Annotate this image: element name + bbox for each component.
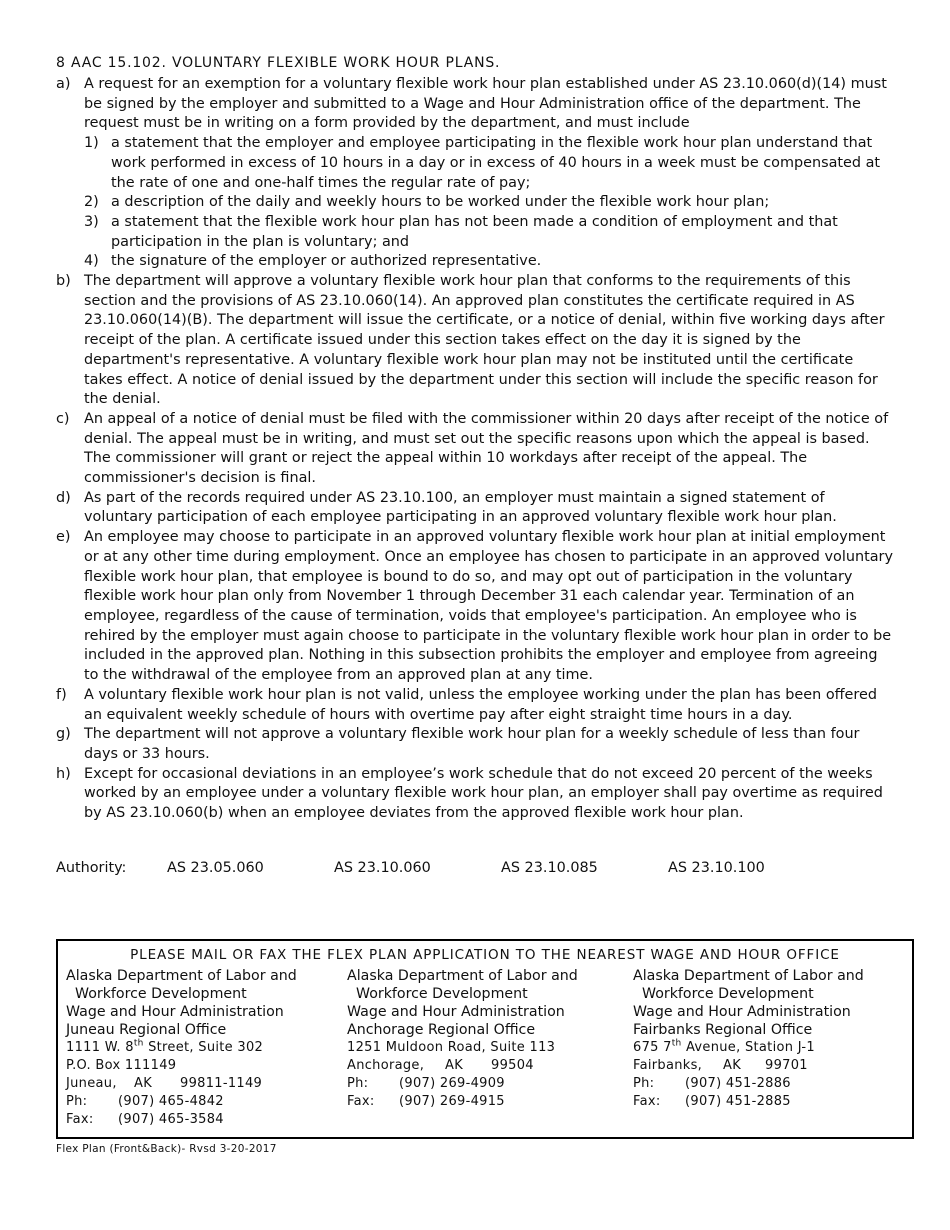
- office-anchorage: [347, 967, 633, 1129]
- section-label: f): [56, 686, 67, 703]
- section-label: b): [56, 273, 71, 290]
- office-fax: Fax: (907) 269-4915: [347, 1094, 505, 1109]
- office-org-cont: Workforce Development: [642, 986, 814, 1002]
- form-revision-footer: Flex Plan (Front&Back)- Rvsd 3-20-2017: [56, 1143, 277, 1155]
- office-org-cont: Workforce Development: [356, 986, 528, 1002]
- subitem-text: a statement that the employer and employee participating in the flexible work hour plan understand that work performed in excess of 10 hours in a day or in excess of 40 hours in a week must be compensated at the rate of one and one-half times the regular rate of pay;: [111, 135, 881, 191]
- section-label: g): [56, 726, 71, 743]
- office-street: 1111 W. 8th Street, Suite 302: [66, 1038, 264, 1055]
- authority-line: [56, 860, 835, 876]
- subitem-text: the signature of the employer or authorized representative.: [111, 253, 542, 270]
- regulation-text: [56, 54, 896, 824]
- office-phone: Ph: (907) 269-4909: [347, 1076, 505, 1091]
- section-text: A request for an exemption for a voluntary flexible work hour plan established under AS 23.10.060(d)(14) must be signed by the employer and submitted to a Wage and Hour Administration office of the department. The request must be in writing on a form provided by the department, and must include: [84, 76, 887, 132]
- office-city-line: Juneau, AK 99811-1149: [66, 1076, 263, 1091]
- office-po-box: P.O. Box 111149: [66, 1058, 177, 1073]
- office-phone: Ph: (907) 451-2886: [633, 1076, 791, 1091]
- section-label: a): [56, 76, 71, 92]
- office-city-line: Fairbanks, AK 99701: [633, 1058, 808, 1073]
- section-g: [56, 725, 896, 764]
- office-name: Anchorage Regional Office: [347, 1022, 536, 1038]
- section-c: [56, 410, 896, 489]
- subitem-3: [84, 213, 896, 252]
- authority-citation: AS 23.10.060: [334, 860, 431, 876]
- subitem-text: a description of the daily and weekly hours to be worked under the flexible work hour plan;: [111, 194, 770, 211]
- regulation-heading: 8 AAC 15.102. VOLUNTARY FLEXIBLE WORK HOUR PLANS.: [56, 55, 501, 71]
- subitem-2: [84, 193, 896, 213]
- office-org: Alaska Department of Labor and: [633, 968, 864, 984]
- office-juneau: [66, 967, 347, 1129]
- section-e: [56, 528, 896, 686]
- subitem-4: [84, 252, 896, 272]
- office-list: [58, 967, 912, 1129]
- office-city-line: Anchorage, AK 99504: [347, 1058, 534, 1073]
- subitem-label: 4): [84, 253, 99, 270]
- subitem-label: 1): [84, 135, 99, 152]
- section-text: An employee may choose to participate in an approved voluntary flexible work hour plan at initial employment or at any other time during employment. Once an employee has chosen to participate in an approved voluntary flexible work hour plan, that employee is bound to do so, and may opt out of participation in the voluntary flexible work hour plan only from November 1 through December 31 each calendar year. Termination of an employee, regardless of the cause of termination, voids that employee's participation. An employee who is rehired by the employer must again choose to participate in the voluntary flexible work hour plan in order to be included in the approved plan. Nothing in this subsection prohibits the employer and employee from agreeing to the withdrawal of the employee from an approved plan at any time.: [84, 529, 893, 684]
- section-h: [56, 765, 896, 824]
- office-fax: Fax: (907) 451-2885: [633, 1094, 791, 1109]
- office-name: Fairbanks Regional Office: [633, 1022, 813, 1038]
- authority-citation: AS 23.10.085: [501, 860, 598, 876]
- section-text: The department will not approve a voluntary flexible work hour plan for a weekly schedule of less than four days or 33 hours.: [84, 726, 860, 762]
- section-f: [56, 686, 896, 725]
- office-org: Alaska Department of Labor and: [347, 968, 578, 984]
- office-phone: Ph: (907) 465-4842: [66, 1094, 224, 1109]
- subitem-1: [84, 134, 896, 193]
- authority-citation: AS 23.10.100: [668, 860, 765, 876]
- office-org: Alaska Department of Labor and: [66, 968, 297, 984]
- office-division: Wage and Hour Administration: [347, 1004, 565, 1020]
- subitem-label: 2): [84, 194, 99, 211]
- authority-label: Authority:: [56, 860, 127, 876]
- section-label: e): [56, 529, 71, 546]
- office-street: 675 7th Avenue, Station J-1: [633, 1038, 815, 1055]
- section-text: As part of the records required under AS 23.10.100, an employer must maintain a signed statement of voluntary participation of each employee participating in an approved voluntary flexible work hour plan.: [84, 489, 837, 526]
- section-label: h): [56, 765, 71, 782]
- section-d: [56, 489, 896, 528]
- office-street: 1251 Muldoon Road, Suite 113: [347, 1040, 556, 1055]
- office-fairbanks: [633, 967, 903, 1129]
- office-division: Wage and Hour Administration: [633, 1004, 851, 1020]
- office-name: Juneau Regional Office: [66, 1022, 227, 1038]
- section-a: [56, 75, 896, 134]
- section-text: A voluntary flexible work hour plan is not valid, unless the employee working under the plan has been offered an equivalent weekly schedule of hours with overtime pay after eight straight time hours in a day.: [84, 686, 877, 723]
- office-org-cont: Workforce Development: [75, 986, 247, 1002]
- subitem-text: a statement that the flexible work hour plan has not been made a condition of employment and that participation in the plan is voluntary; and: [111, 213, 838, 250]
- mail-heading: PLEASE MAIL OR FAX THE FLEX PLAN APPLICATION TO THE NEAREST WAGE AND HOUR OFFICE: [130, 947, 840, 963]
- section-label: d): [56, 489, 71, 506]
- section-b: [56, 272, 896, 410]
- section-label: c): [56, 410, 70, 427]
- authority-citation: AS 23.05.060: [167, 860, 264, 876]
- section-text: The department will approve a voluntary flexible work hour plan that conforms to the requirements of this section and the provisions of AS 23.10.060(14). An approved plan constitutes the certificate required in AS 23.10.060(14)(B). The department will issue the certificate, or a notice of denial, within five working days after receipt of the plan. A certificate issued under this section takes effect on the day it is signed by the department's representative. A voluntary flexible work hour plan may not be instituted until the certificate takes effect. A notice of denial issued by the department under this section will include the specific reason for the denial.: [84, 273, 885, 408]
- section-text: Except for occasional deviations in an employee’s work schedule that do not exceed 20 percent of the weeks worked by an employee under a voluntary flexible work hour plan, an employer shall pay overtime as required by AS 23.10.060(b) when an employee deviates from the approved flexible work hour plan.: [84, 765, 883, 822]
- subitem-label: 3): [84, 213, 99, 230]
- office-fax: Fax: (907) 465-3584: [66, 1112, 224, 1127]
- office-division: Wage and Hour Administration: [66, 1004, 284, 1020]
- section-text: An appeal of a notice of denial must be filed with the commissioner within 20 days after receipt of the notice of denial. The appeal must be in writing, and must set out the specific reasons upon which the appeal is based. The commissioner will grant or reject the appeal within 10 workdays after receipt of the appeal. The commissioner's decision is final.: [84, 410, 889, 487]
- mail-fax-box: [56, 939, 914, 1139]
